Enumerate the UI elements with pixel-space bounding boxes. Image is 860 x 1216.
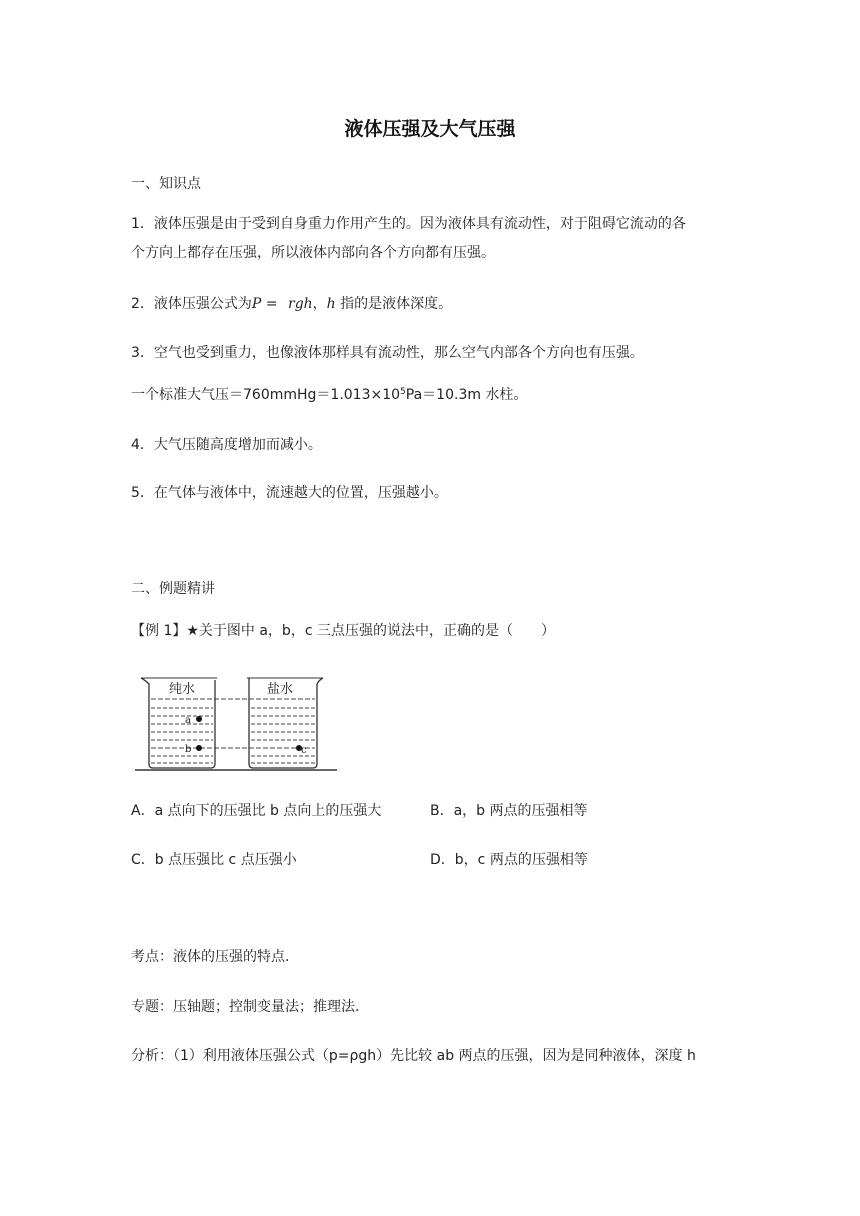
option-c: C．b 点压强比 c 点压强小	[131, 852, 297, 868]
zhuanti: 专题：压轴题；控制变量法；推理法．	[131, 999, 369, 1015]
formula-rho: r	[287, 296, 295, 312]
point1-line1: 1．液体压强是由于受到自身重力作用产生的。因为液体具有流动性，对于阻碍它流动的各	[131, 216, 686, 232]
formula-eq: =	[261, 296, 282, 312]
example1-question: 【例 1】★关于图中 a，b，c 三点压强的说法中，正确的是（ ）	[131, 623, 555, 639]
kaodian: 考点：液体的压强的特点．	[131, 949, 299, 965]
right-beaker-label: 盐水	[267, 682, 294, 697]
left-beaker-label: 纯水	[169, 682, 196, 697]
option-a: A．a 点向下的压强比 b 点向上的压强大	[131, 803, 382, 819]
point1-line2: 个方向上都存在压强，所以液体内部向各个方向都有压强。	[131, 245, 495, 261]
atmosphere-standard	[131, 384, 527, 404]
formula-p: P	[251, 296, 262, 312]
point5: 5．在气体与液体中，流速越大的位置，压强越小。	[131, 485, 448, 501]
point2-prefix: 2．液体压强公式为	[131, 296, 252, 312]
atmosphere-exponent: 5	[400, 387, 406, 397]
atmosphere-suffix: Pa＝10.3m 水柱。	[405, 387, 528, 403]
point4: 4．大气压随高度增加而减小。	[131, 437, 322, 453]
formula-h: h	[326, 296, 336, 312]
formula-gh: gh	[294, 296, 313, 312]
formula-sep: ，	[312, 296, 327, 312]
point3: 3．空气也受到重力，也像液体那样具有流动性，那么空气内部各个方向也有压强。	[131, 345, 644, 361]
point2-suffix: 指的是液体深度。	[335, 296, 453, 312]
point2	[131, 293, 452, 313]
point-b-label: b	[185, 744, 192, 755]
section2-heading: 二、例题精讲	[131, 581, 215, 597]
page-title: 液体压强及大气压强	[344, 118, 516, 140]
point-a-label: a	[185, 715, 191, 726]
option-d: D．b，c 两点的压强相等	[430, 852, 588, 868]
point-c-label: c	[301, 745, 307, 756]
atmosphere-prefix: 一个标准大气压＝760mmHg＝1.013×10	[131, 387, 401, 403]
fenxi: 分析：（1）利用液体压强公式（p=ρgh）先比较 ab 两点的压强，因为是同种液体，深度 h	[131, 1048, 696, 1064]
section1-heading: 一、知识点	[131, 176, 201, 192]
beakers-diagram	[131, 668, 341, 778]
option-b: B．a，b 两点的压强相等	[430, 803, 588, 819]
beakers-figure	[131, 668, 341, 778]
